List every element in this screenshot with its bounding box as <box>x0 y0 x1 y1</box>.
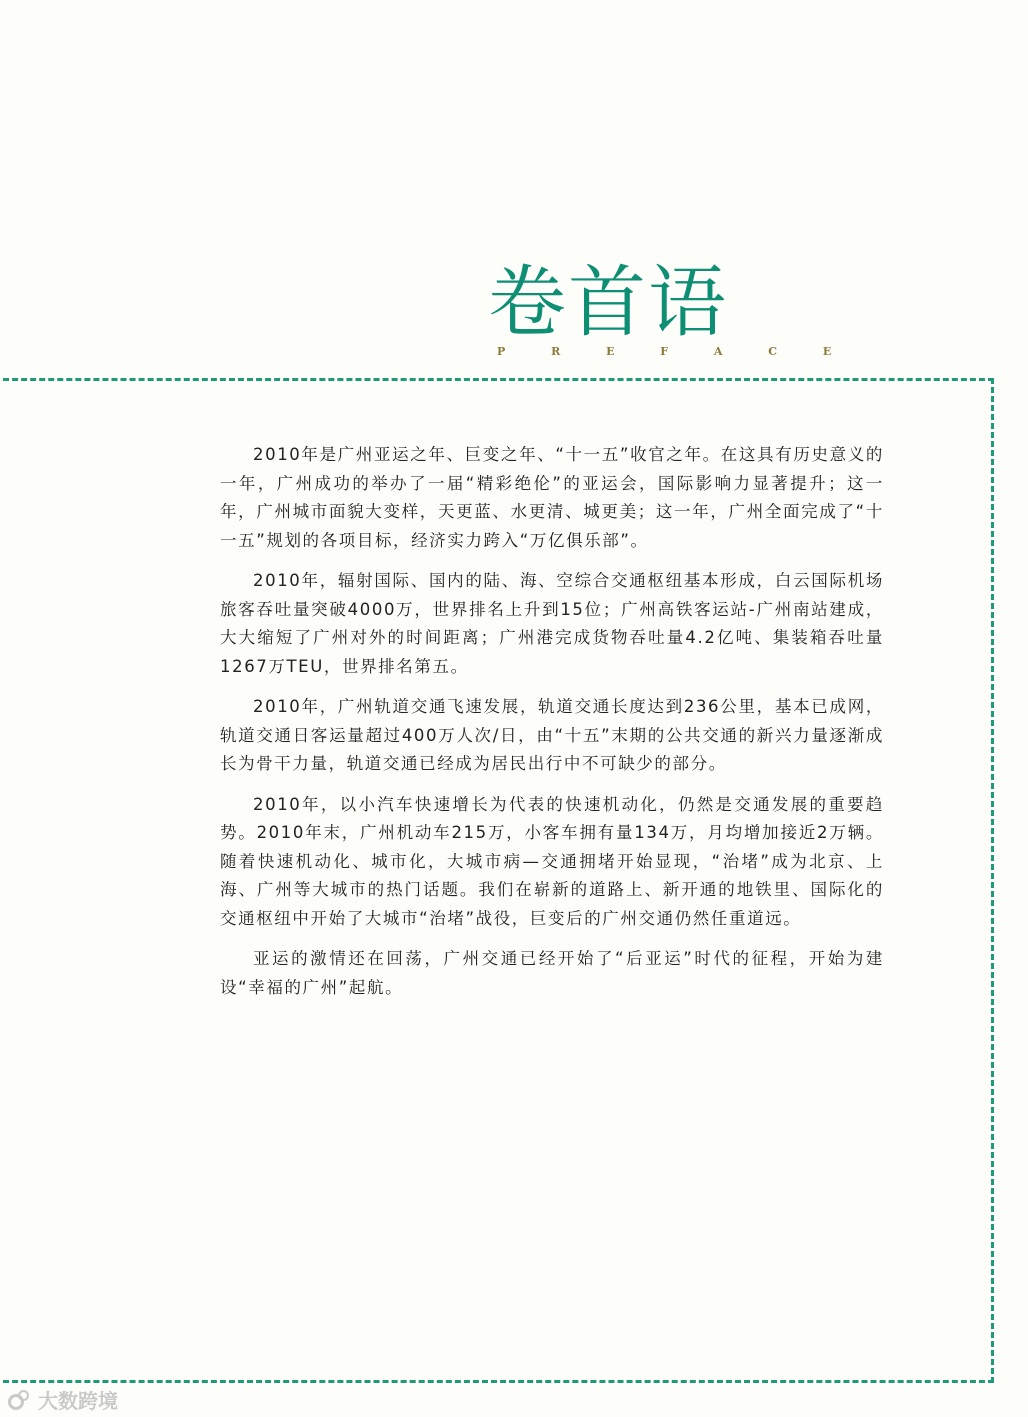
logo-icon <box>8 1390 34 1410</box>
paragraph: 2010年，广州轨道交通飞速发展，轨道交通长度达到236公里，基本已成网，轨道交通日客运量超过400万人次/日，由“十五”末期的公共交通的新兴力量逐渐成长为骨干力量，轨道交通已经成为居民出行中不可缺少的部分。 <box>220 697 884 773</box>
page-subtitle: P R E F A C E <box>497 345 853 358</box>
paragraph: 2010年是广州亚运之年、巨变之年、“十一五”收官之年。在这具有历史意义的一年，广州成功的举办了一届“精彩绝伦”的亚运会，国际影响力显著提升；这一年，广州城市面貌大变样，天更蓝、水更清、城更美；这一年，广州全面完成了“十一五”规划的各项目标，经济实力跨入“万亿俱乐部”。 <box>220 445 884 550</box>
paragraph: 2010年，辐射国际、国内的陆、海、空综合交通枢纽基本形成，白云国际机场旅客吞吐量突破4000万，世界排名上升到15位；广州高铁客运站-广州南站建成，大大缩短了广州对外的时间距离；广州港完成货物吞吐量4.2亿吨、集装箱吞吐量1267万TEU，世界排名第五。 <box>220 571 884 676</box>
watermark-text: 大数跨境 <box>38 1389 118 1413</box>
watermark <box>8 1385 118 1414</box>
paragraph: 亚运的激情还在回荡，广州交通已经开始了“后亚运”时代的征程，开始为建设“幸福的广州”起航。 <box>220 949 884 997</box>
page-title: 卷首语 <box>488 258 729 348</box>
preface-body <box>220 441 884 1014</box>
paragraph: 2010年，以小汽车快速增长为代表的快速机动化，仍然是交通发展的重要趋势。2010年末，广州机动车215万，小客车拥有量134万，月均增加接近2万辆。随着快速机动化、城市化，大城市病—交通拥堵开始显现，“治堵”成为北京、上海、广州等大城市的热门话题。我们在崭新的道路上、新开通的地铁里、国际化的交通枢纽中开始了大城市“治堵”战役，巨变后的广州交通仍然任重道远。 <box>220 794 884 928</box>
